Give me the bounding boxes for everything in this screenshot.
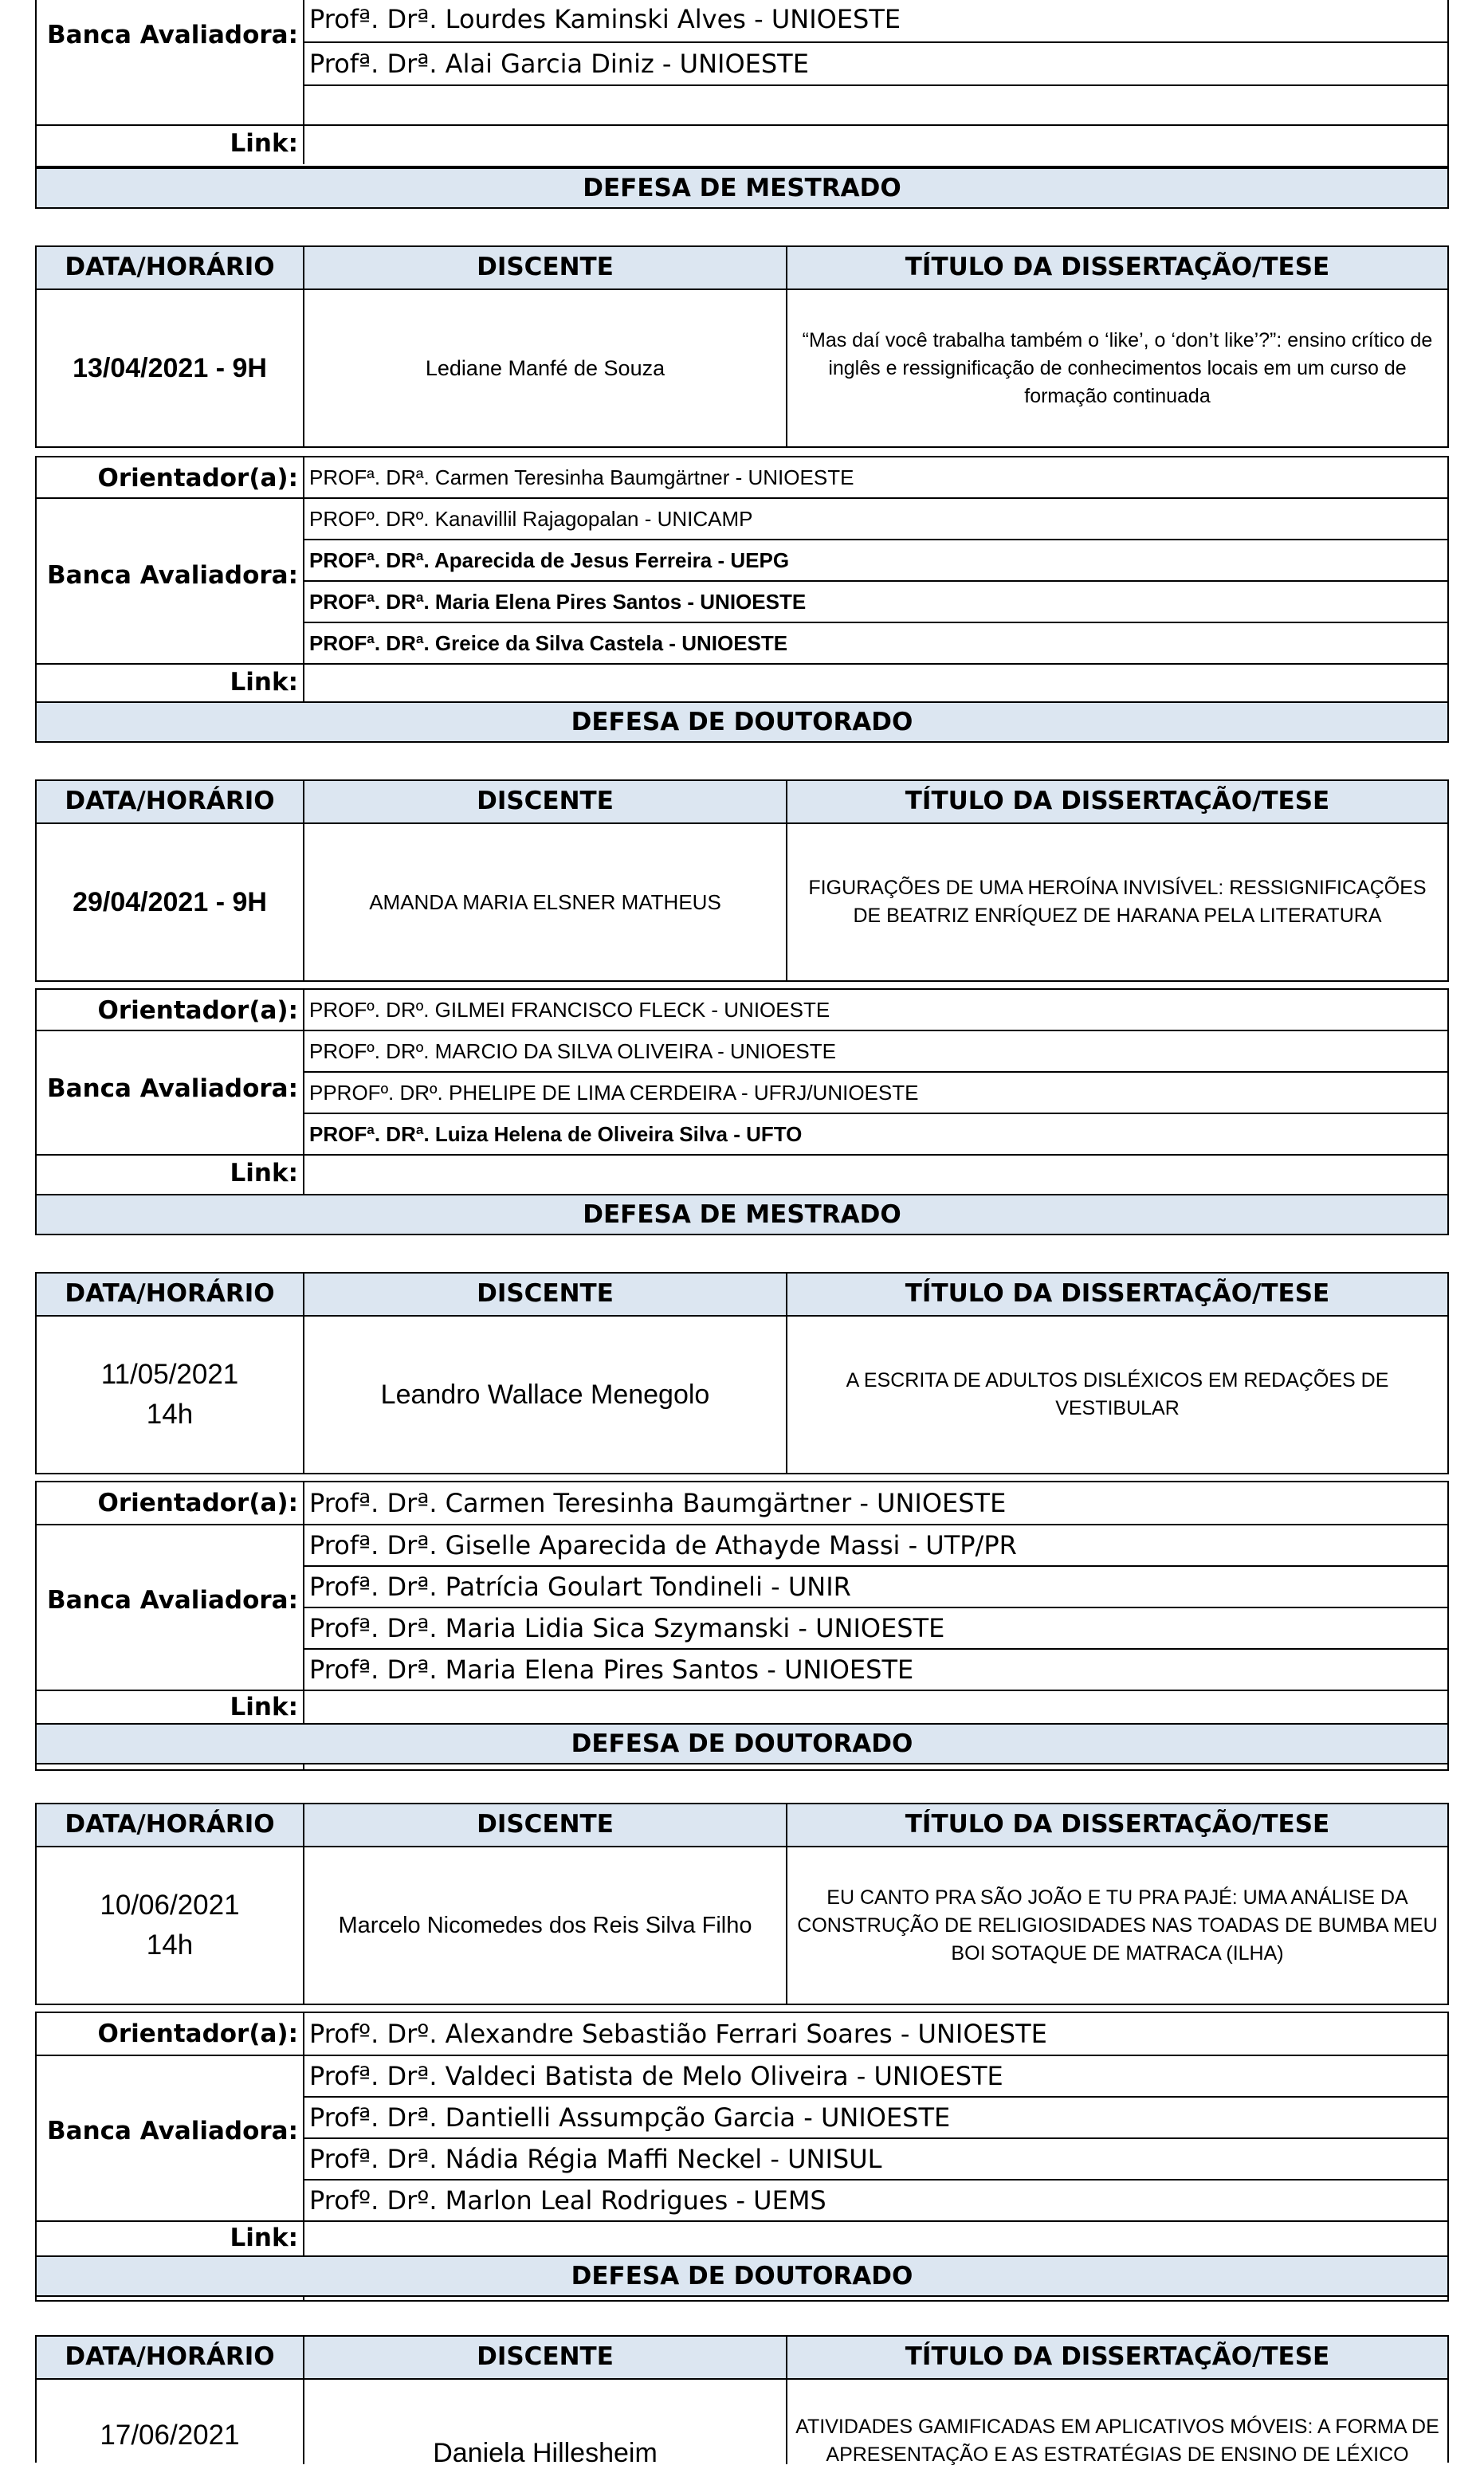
defense-date: 13/04/2021 - 9H — [73, 352, 267, 383]
header-title: TÍTULO DA DISSERTAÇÃO/TESE — [787, 2337, 1447, 2378]
defense-table — [35, 2335, 1449, 2468]
banca-label: Banca Avaliadora: — [47, 1074, 298, 1103]
banca-member: Profª. Drª. Valdeci Batista de Melo Oliveira - UNIOESTE — [309, 2061, 1003, 2091]
defense-date: 17/06/2021 — [100, 2420, 240, 2451]
banca-member: PPROFº. DRº. PHELIPE DE LIMA CERDEIRA - UFRJ/UNIOESTE — [309, 1080, 919, 1105]
header-student: DISCENTE — [304, 2337, 786, 2378]
section-banner: DEFESA DE MESTRADO — [35, 167, 1449, 209]
banca-member: Profª. Drª. Patrícia Goulart Tondineli - UNIR — [309, 1572, 851, 1602]
link-value[interactable] — [304, 665, 1447, 706]
header-student: DISCENTE — [304, 247, 786, 289]
student-name: Leandro Wallace Menegolo — [380, 1379, 710, 1410]
orientador-name: PROFª. DRª. Carmen Teresinha Baumgärtner - UNIOESTE — [309, 465, 854, 489]
header-date: DATA/HORÁRIO — [37, 2337, 303, 2378]
thesis-title: A ESCRITA DE ADULTOS DISLÉXICOS EM REDAÇÕES DE VESTIBULAR — [846, 1369, 1389, 1419]
header-title: TÍTULO DA DISSERTAÇÃO/TESE — [787, 1274, 1447, 1315]
banca-member: PROFª. DRª. Greice da Silva Castela - UNIOESTE — [309, 630, 788, 655]
banca-label: Banca Avaliadora: — [47, 561, 298, 590]
header-date: DATA/HORÁRIO — [37, 1274, 303, 1315]
thesis-title: FIGURAÇÕES DE UMA HEROÍNA INVISÍVEL: RESSIGNIFICAÇÕES DE BEATRIZ ENRÍQUEZ DE HARANA PELA LITERATURA — [808, 877, 1427, 927]
link-label: Link: — [230, 2224, 298, 2252]
defense-table — [35, 779, 1449, 982]
defense-date — [37, 1847, 303, 2004]
header-date: DATA/HORÁRIO — [37, 247, 303, 289]
link-label: Link: — [230, 1693, 298, 1721]
orientador-name: Profº. Drº. Alexandre Sebastião Ferrari Soares - UNIOESTE — [309, 2019, 1047, 2049]
banca-label: Banca Avaliadora: — [47, 1586, 298, 1615]
committee-block — [35, 456, 1449, 708]
student-name: Lediane Manfé de Souza — [425, 355, 665, 380]
banca-member: PROFª. DRª. Luiza Helena de Oliveira Silva - UFTO — [309, 1121, 803, 1146]
thesis-title: “Mas daí você trabalha também o ‘like’, o ‘don’t like’?”: ensino crítico de inglês e ressignificação de conhecimentos locais em um curso de formação continuada — [802, 328, 1433, 407]
student-name: AMANDA MARIA ELSNER MATHEUS — [369, 889, 721, 914]
defense-table — [35, 245, 1449, 448]
orientador-name: PROFº. DRº. GILMEI FRANCISCO FLECK - UNIOESTE — [309, 997, 830, 1022]
defense-table — [35, 1272, 1449, 1474]
section-banner: DEFESA DE MESTRADO — [35, 1194, 1449, 1235]
header-student: DISCENTE — [304, 781, 786, 822]
link-label: Link: — [230, 1159, 298, 1187]
orientador-label: Orientador(a): — [97, 464, 298, 493]
time-line: 14h — [146, 1929, 194, 1961]
banca-label: Banca Avaliadora: — [47, 21, 298, 49]
header-student: DISCENTE — [304, 1274, 786, 1315]
banca-member: Profª. Drª. Lourdes Kaminski Alves - UNIOESTE — [309, 4, 901, 34]
banca-member — [304, 86, 1447, 124]
banca-member: Profª. Drª. Nádia Régia Maffi Neckel - UNISUL — [309, 2144, 882, 2174]
section-banner: DEFESA DE DOUTORADO — [35, 701, 1449, 743]
header-student: DISCENTE — [304, 1804, 786, 1846]
banca-label: Banca Avaliadora: — [47, 2117, 298, 2145]
thesis-title: EU CANTO PRA SÃO JOÃO E TU PRA PAJÉ: UMA ANÁLISE DA CONSTRUÇÃO DE RELIGIOSIDADES NAS TOADAS DE BUMBA MEU BOI SOTAQUE DE MATRACA (ILHA) — [797, 1886, 1438, 1965]
orientador-label: Orientador(a): — [97, 1489, 298, 1517]
link-label: Link: — [230, 129, 298, 158]
orientador-name: Profª. Drª. Carmen Teresinha Baumgärtner - UNIOESTE — [309, 1488, 1007, 1518]
banca-member: PROFª. DRª. Aparecida de Jesus Ferreira - UEPG — [309, 548, 790, 572]
date-line: 11/05/2021 — [100, 1359, 239, 1390]
link-value[interactable] — [304, 126, 1447, 163]
defense-date: 29/04/2021 - 9H — [73, 886, 267, 917]
banca-member: PROFº. DRº. MARCIO DA SILVA OLIVEIRA - UNIOESTE — [309, 1038, 836, 1063]
thesis-title: ATIVIDADES GAMIFICADAS EM APLICATIVOS MÓVEIS: A FORMA DE APRESENTAÇÃO E AS ESTRATÉGIAS DE ENSINO DE LÉXICO — [795, 2416, 1439, 2466]
banca-member: PROFª. DRª. Maria Elena Pires Santos - UNIOESTE — [309, 589, 807, 614]
banca-member: Profª. Drª. Maria Elena Pires Santos - UNIOESTE — [309, 1655, 914, 1685]
student-name: Daniela Hillesheim — [433, 2438, 658, 2468]
date-line: 10/06/2021 — [100, 1890, 240, 1921]
banca-member: Profª. Drª. Maria Lidia Sica Szymanski - UNIOESTE — [309, 1613, 945, 1643]
committee-block — [35, 988, 1449, 1200]
top-committee-block — [35, 0, 1449, 167]
time-line: 14h — [146, 1399, 194, 1430]
student-name: Marcelo Nicomedes dos Reis Silva Filho — [338, 1912, 752, 1938]
orientador-label: Orientador(a): — [97, 2020, 298, 2048]
section-banner: DEFESA DE DOUTORADO — [35, 1723, 1449, 1764]
banca-member: Profª. Drª. Giselle Aparecida de Athayde Massi - UTP/PR — [309, 1530, 1017, 1560]
link-value[interactable] — [304, 2222, 1447, 2259]
header-title: TÍTULO DA DISSERTAÇÃO/TESE — [787, 247, 1447, 289]
orientador-label: Orientador(a): — [97, 996, 298, 1025]
header-title: TÍTULO DA DISSERTAÇÃO/TESE — [787, 1804, 1447, 1846]
header-date: DATA/HORÁRIO — [37, 1804, 303, 1846]
defense-table — [35, 1803, 1449, 2005]
link-label: Link: — [230, 668, 298, 697]
header-title: TÍTULO DA DISSERTAÇÃO/TESE — [787, 781, 1447, 822]
link-value[interactable] — [304, 1156, 1447, 1199]
banca-member: Profª. Drª. Dantielli Assumpção Garcia - UNIOESTE — [309, 2102, 951, 2133]
header-date: DATA/HORÁRIO — [37, 781, 303, 822]
banca-member: Profª. Drª. Alai Garcia Diniz - UNIOESTE — [309, 49, 809, 79]
banca-member: Profº. Drº. Marlon Leal Rodrigues - UEMS — [309, 2185, 826, 2216]
banca-member: PROFº. DRº. Kanavillil Rajagopalan - UNICAMP — [309, 506, 753, 531]
defense-date — [37, 1317, 303, 1473]
section-banner: DEFESA DE DOUTORADO — [35, 2255, 1449, 2297]
